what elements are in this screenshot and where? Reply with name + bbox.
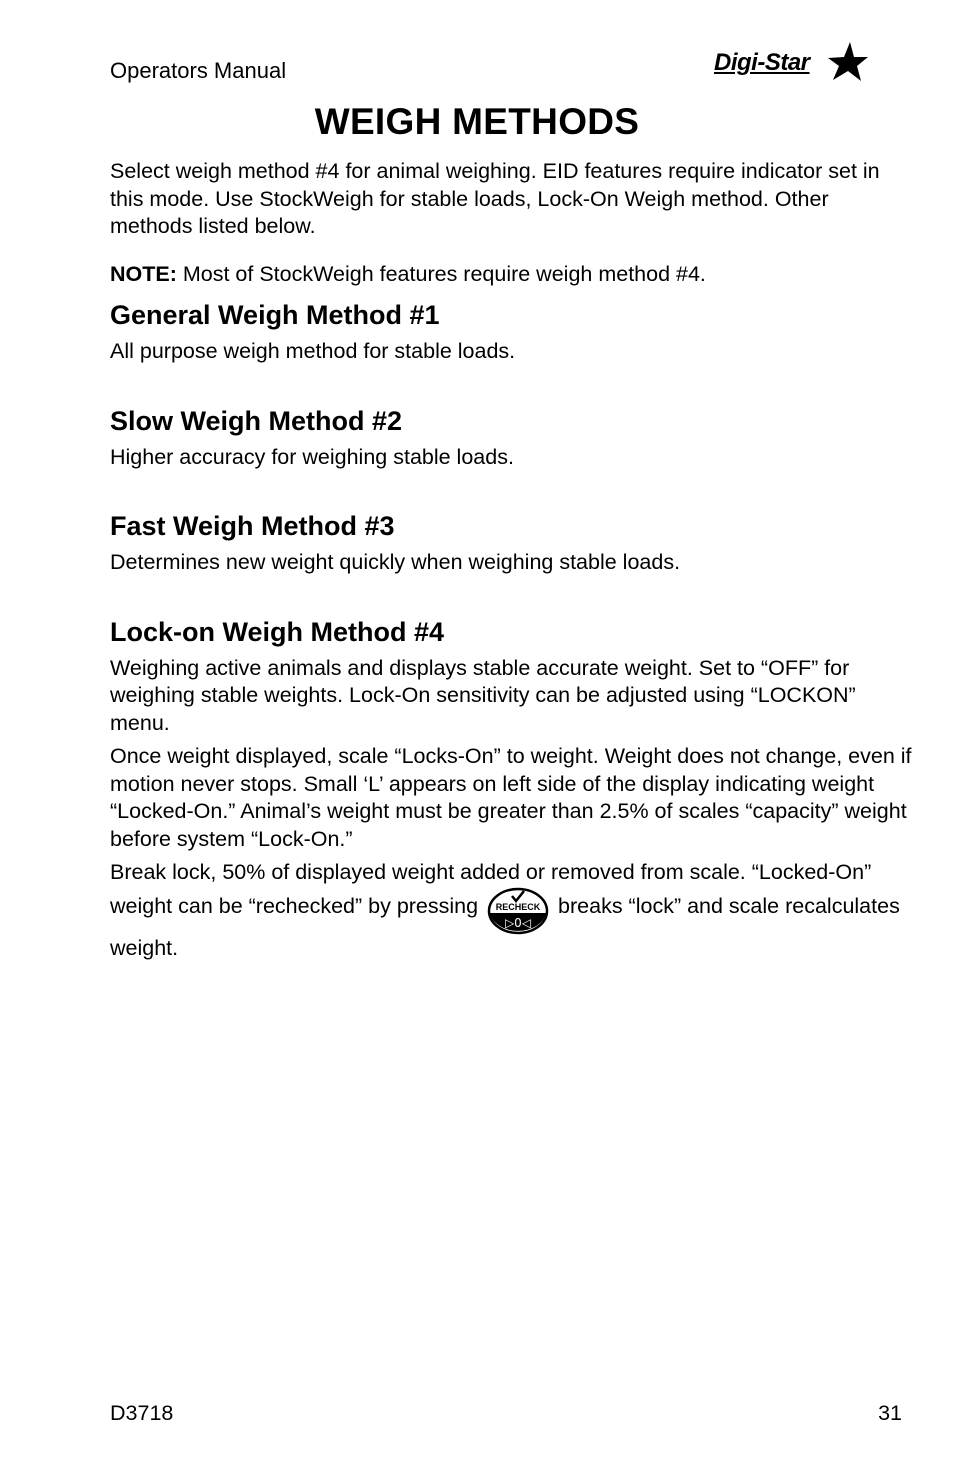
lockon-paragraph-3-end: breaks “lock” and scale recalculates weight. [110,893,900,960]
section-body-fast: Determines new weight quickly when weighing stable loads. [110,550,681,574]
section-heading-fast: Fast Weigh Method #3 [110,511,395,541]
section-body-slow: Higher accuracy for weighing stable loads. [110,444,514,469]
lockon-paragraph-3 [110,859,915,962]
footer-page-number: 31 [878,1401,902,1425]
lockon-paragraph-2: Once weight displayed, scale “Locks-On” to weight. Weight does not change, even if motion never stops. Small ‘L’ appears on left side of the display indicating weight “Locked-On.” Animal’s weight must be greater than 2.5% of scales “capacity” weight before system “Lock-On.” [110,744,912,851]
digi-star-logo [714,40,872,84]
section-heading-slow: Slow Weigh Method #2 [110,405,403,436]
section-heading-general: General Weigh Method #1 [110,300,440,330]
page-content [110,158,915,968]
footer-doc-number: D3718 [110,1401,174,1425]
note-text: Most of StockWeigh features require weigh method #4. [176,261,706,286]
page-title: WEIGH METHODS [314,101,640,142]
recheck-key-sublabel: ▷0◁ [505,915,532,930]
recheck-key-icon [486,887,550,935]
recheck-key-label: RECHECK [495,901,541,912]
intro-paragraph: Select weigh method #4 for animal weighing. EID features require indicator set in this mode. Use StockWeigh for stable loads, Lock-On Weigh method. Other methods listed below. [110,159,880,238]
header-label: Operators Manual [110,58,287,83]
lockon-paragraph-1: Weighing active animals and displays stable accurate weight. Set to “OFF” for weighing stable weights. Lock-On sensitivity can be adjusted using “LOCKON” menu. [110,655,856,735]
note-paragraph [110,261,915,289]
star-icon [826,42,868,82]
logo-text: Digi-Star [714,49,810,76]
lockon-paragraph-3-start: Break lock, 50% of displayed weight added or removed from scale. “Locked-On” weight can be “rechecked” by pressing [110,860,872,918]
section-heading-lockon: Lock-on Weigh Method #4 [110,616,445,647]
note-label: NOTE: [110,261,177,286]
section-body-general: All purpose weigh method for stable loads. [110,339,516,363]
